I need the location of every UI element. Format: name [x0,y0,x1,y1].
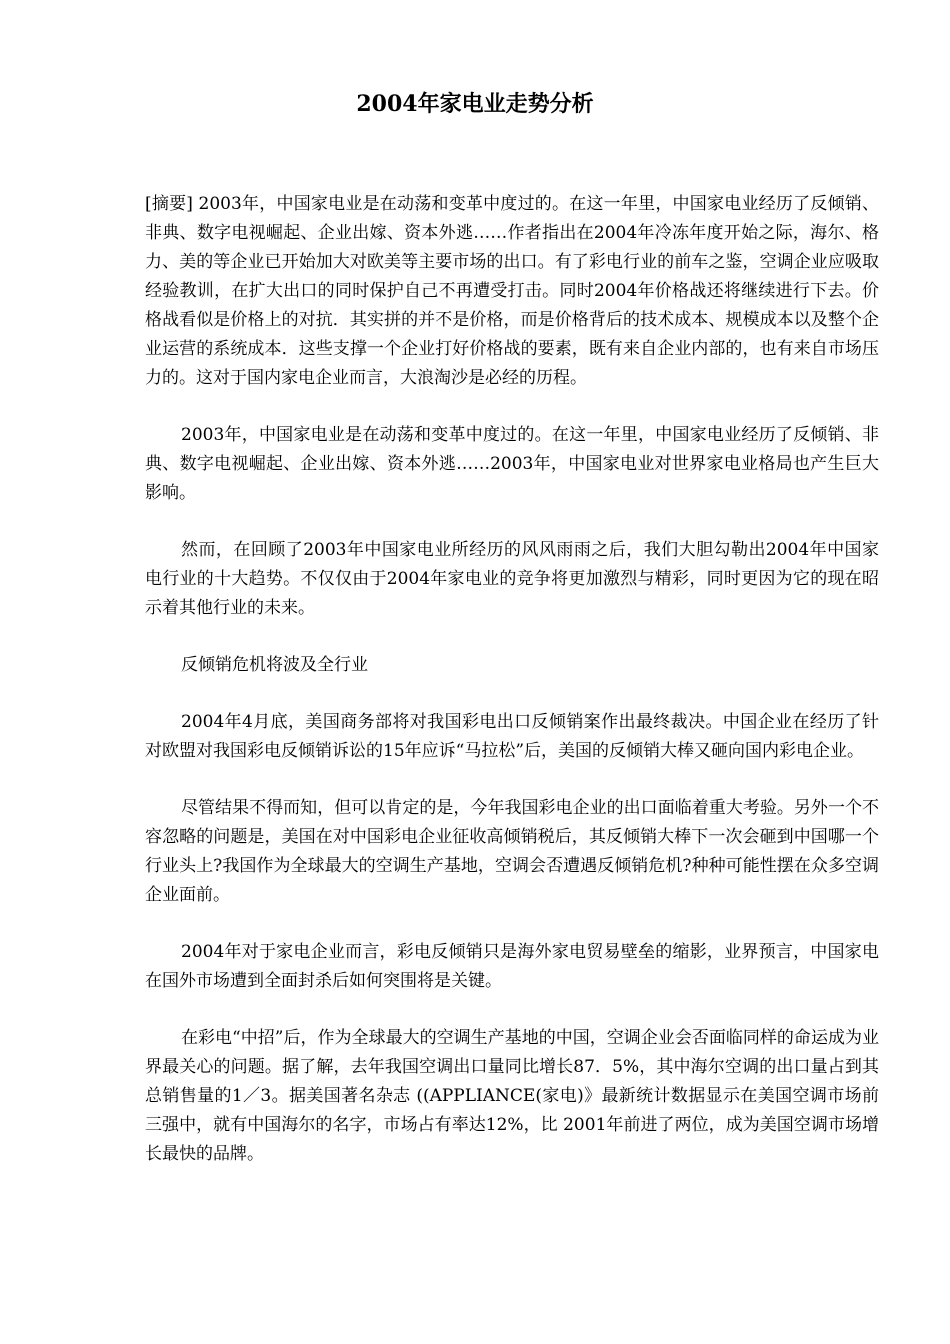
body-paragraph: 尽管结果不得而知，但可以肯定的是，今年我国彩电企业的出口面临着重大考验。另外一个不容忽略的问题是，美国在对中国彩电企业征收高倾销税后，其反倾销大棒下一次会砸到中国哪一个行业头上?我国作为全球最大的空调生产基地，空调会否遭遇反倾销危机?种种可能性摆在众多空调企业面前。 [145,798,879,905]
body-paragraph: 2003年，中国家电业是在动荡和变革中度过的。在这一年里，中国家电业经历了反倾销、非典、数字电视崛起、企业出嫁、资本外逃……2003年，中国家电业对世界家电业格局也产生巨大影响。 [145,425,879,503]
document-title: 2004年家电业走势分析 [356,91,594,117]
body-paragraph: 在彩电“中招”后，作为全球最大的空调生产基地的中国，空调企业会否面临同样的命运成为业界最关心的问题。据了解，去年我国空调出口量同比增长87．5%，其中海尔空调的出口量占到其总销售量的1／3。据美国著名杂志 ((APPLIANCE(家电)》最新统计数据显示在美国空调市场前三强中，就有中国海尔的名字，市场占有率达12%，比 2001年前进了两位，成为美国空调市场增长最快的品牌。 [145,1028,879,1164]
section-heading: 反倾销危机将波及全行业 [181,655,368,675]
abstract-paragraph: [摘要] 2003年，中国家电业是在动荡和变革中度过的。在这一年里，中国家电业经历了反倾销、非典、数字电视崛起、企业出嫁、资本外逃……作者指出在2004年冷冻年度开始之际，海尔、格力、美的等企业已开始加大对欧美等主要市场的出口。有了彩电行业的前车之鉴，空调企业应吸取经验教训，在扩大出口的同时保护自己不再遭受打击。同时2004年价格战还将继续进行下去。价格战看似是价格上的对抗．其实拼的并不是价格，而是价格背后的技术成本、规模成本以及整个企业运营的系统成本．这些支撑一个企业打好价格战的要素，既有来自企业内部的，也有来自市场压力的。这对于国内家电企业而言，大浪淘沙是必经的历程。 [145,194,879,388]
body-paragraph: 然而，在回顾了2003年中国家电业所经历的风风雨雨之后，我们大胆勾勒出2004年中国家电行业的十大趋势。不仅仅由于2004年家电业的竞争将更加激烈与精彩，同时更因为它的现在昭示着其他行业的未来。 [145,540,879,618]
body-paragraph: 2004年4月底，美国商务部将对我国彩电出口反倾销案作出最终裁决。中国企业在经历了针对欧盟对我国彩电反倾销诉讼的15年应诉“马拉松”后，美国的反倾销大棒又砸向国内彩电企业。 [145,712,879,761]
body-paragraph: 2004年对于家电企业而言，彩电反倾销只是海外家电贸易壁垒的缩影，业界预言，中国家电在国外市场遭到全面封杀后如何突围将是关键。 [145,942,879,991]
document-body [145,190,879,1197]
